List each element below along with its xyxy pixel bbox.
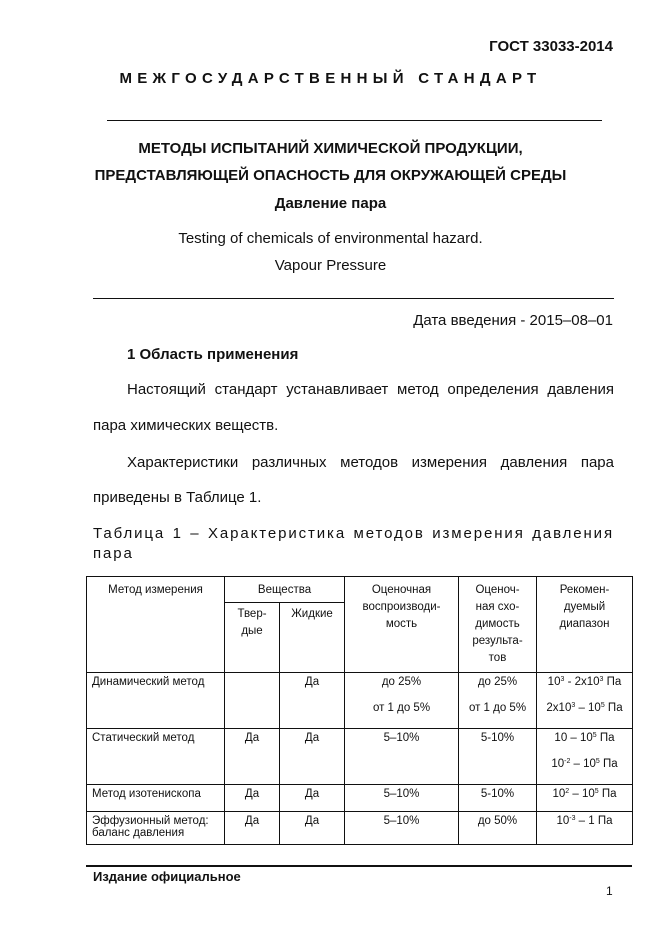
table-row: [87, 785, 633, 812]
header-substances: Вещества: [225, 577, 345, 603]
header-repeatability: Оценоч-ная схо-димость результа-тов: [459, 577, 537, 673]
standard-number: ГОСТ 33033-2014: [489, 38, 613, 55]
cell-method: Эффузионный метод: баланс давления: [87, 812, 225, 845]
cell-liquid: Да: [280, 812, 345, 845]
title-divider: [93, 298, 614, 299]
cell-reproducibility: 5–10%: [345, 785, 459, 812]
cell-solid: Да: [225, 812, 280, 845]
cell-range: $10^2 - 10^5$ Па: [537, 785, 633, 812]
paragraph-1-line-2: пара химических веществ.: [93, 417, 279, 434]
header-method: Метод измерения: [87, 577, 225, 673]
header-range: Рекомен-дуемый диапазон: [537, 577, 633, 673]
cell-range: $10^{-3} - 1$ Па: [537, 812, 633, 845]
cell-repeatability: 5-10%: [459, 785, 537, 812]
introduction-date: Дата введения - 2015–08–01: [413, 312, 613, 329]
cell-method: Метод изотенископа: [87, 785, 225, 812]
table-row: [87, 673, 633, 729]
cell-method: Статический метод: [87, 729, 225, 785]
cell-liquid: Да: [280, 729, 345, 785]
title-subtitle: Давление пара: [274, 195, 387, 212]
cell-solid: Да: [225, 785, 280, 812]
cell-liquid: Да: [280, 673, 345, 729]
table-row: [87, 812, 633, 845]
edition-label: Издание официальное: [93, 869, 241, 884]
title-line-2: ПРЕДСТАВЛЯЮЩЕЙ ОПАСНОСТЬ ДЛЯ ОКРУЖАЮЩЕЙ СРЕДЫ: [94, 167, 567, 184]
range-line-2: $10^{-2} - 10^5$ Па: [551, 758, 618, 770]
header-reproducibility: Оценочная воспроизводи-мость: [345, 577, 459, 673]
value-1: до 25%: [477, 676, 518, 688]
cell-range: [537, 673, 633, 729]
range-line-1: $10^3 - 2x10^3$ Па: [547, 676, 622, 688]
section-heading: 1 Область применения: [127, 346, 299, 363]
cell-solid: [225, 673, 280, 729]
cell-repeatability: [459, 673, 537, 729]
paragraph-2-line-1: Характеристики различных методов измерения давления пара: [127, 454, 614, 471]
cell-method: Динамический метод: [87, 673, 225, 729]
interstate-standard-label: МЕЖГОСУДАРСТВЕННЫЙ СТАНДАРТ: [119, 70, 542, 87]
cell-liquid: Да: [280, 785, 345, 812]
cell-reproducibility: 5–10%: [345, 729, 459, 785]
english-title-line-1: Testing of chemicals of environmental hazard.: [178, 230, 483, 247]
cell-reproducibility: [345, 673, 459, 729]
table-row: [87, 729, 633, 785]
cell-repeatability: до 50%: [459, 812, 537, 845]
header-divider: [107, 120, 602, 121]
cell-range: [537, 729, 633, 785]
value-1: до 25%: [381, 676, 422, 688]
header-solid: Твер-дые: [225, 603, 280, 673]
cell-repeatability: 5-10%: [459, 729, 537, 785]
page-number: 1: [606, 884, 613, 898]
paragraph-2-line-2: приведены в Таблице 1.: [93, 489, 262, 506]
paragraph-1-line-1: Настоящий стандарт устанавливает метод определения давления: [127, 381, 614, 398]
value-2: от 1 до 5%: [372, 702, 431, 714]
cell-reproducibility: 5–10%: [345, 812, 459, 845]
english-title-line-2: Vapour Pressure: [274, 257, 387, 274]
title-line-1: МЕТОДЫ ИСПЫТАНИЙ ХИМИЧЕСКОЙ ПРОДУКЦИИ,: [138, 140, 523, 157]
value-2: от 1 до 5%: [468, 702, 527, 714]
table-caption: Таблица 1 – Характеристика методов измерения давления пара: [93, 525, 614, 562]
header-liquid: Жидкие: [280, 603, 345, 673]
range-line-2: $2x10^3 - 10^5$ Па: [546, 702, 623, 714]
cell-solid: Да: [225, 729, 280, 785]
methods-table: [86, 576, 633, 845]
footer-divider: [86, 865, 632, 867]
range-line-1: $10 - 10^5$ Па: [554, 732, 615, 744]
